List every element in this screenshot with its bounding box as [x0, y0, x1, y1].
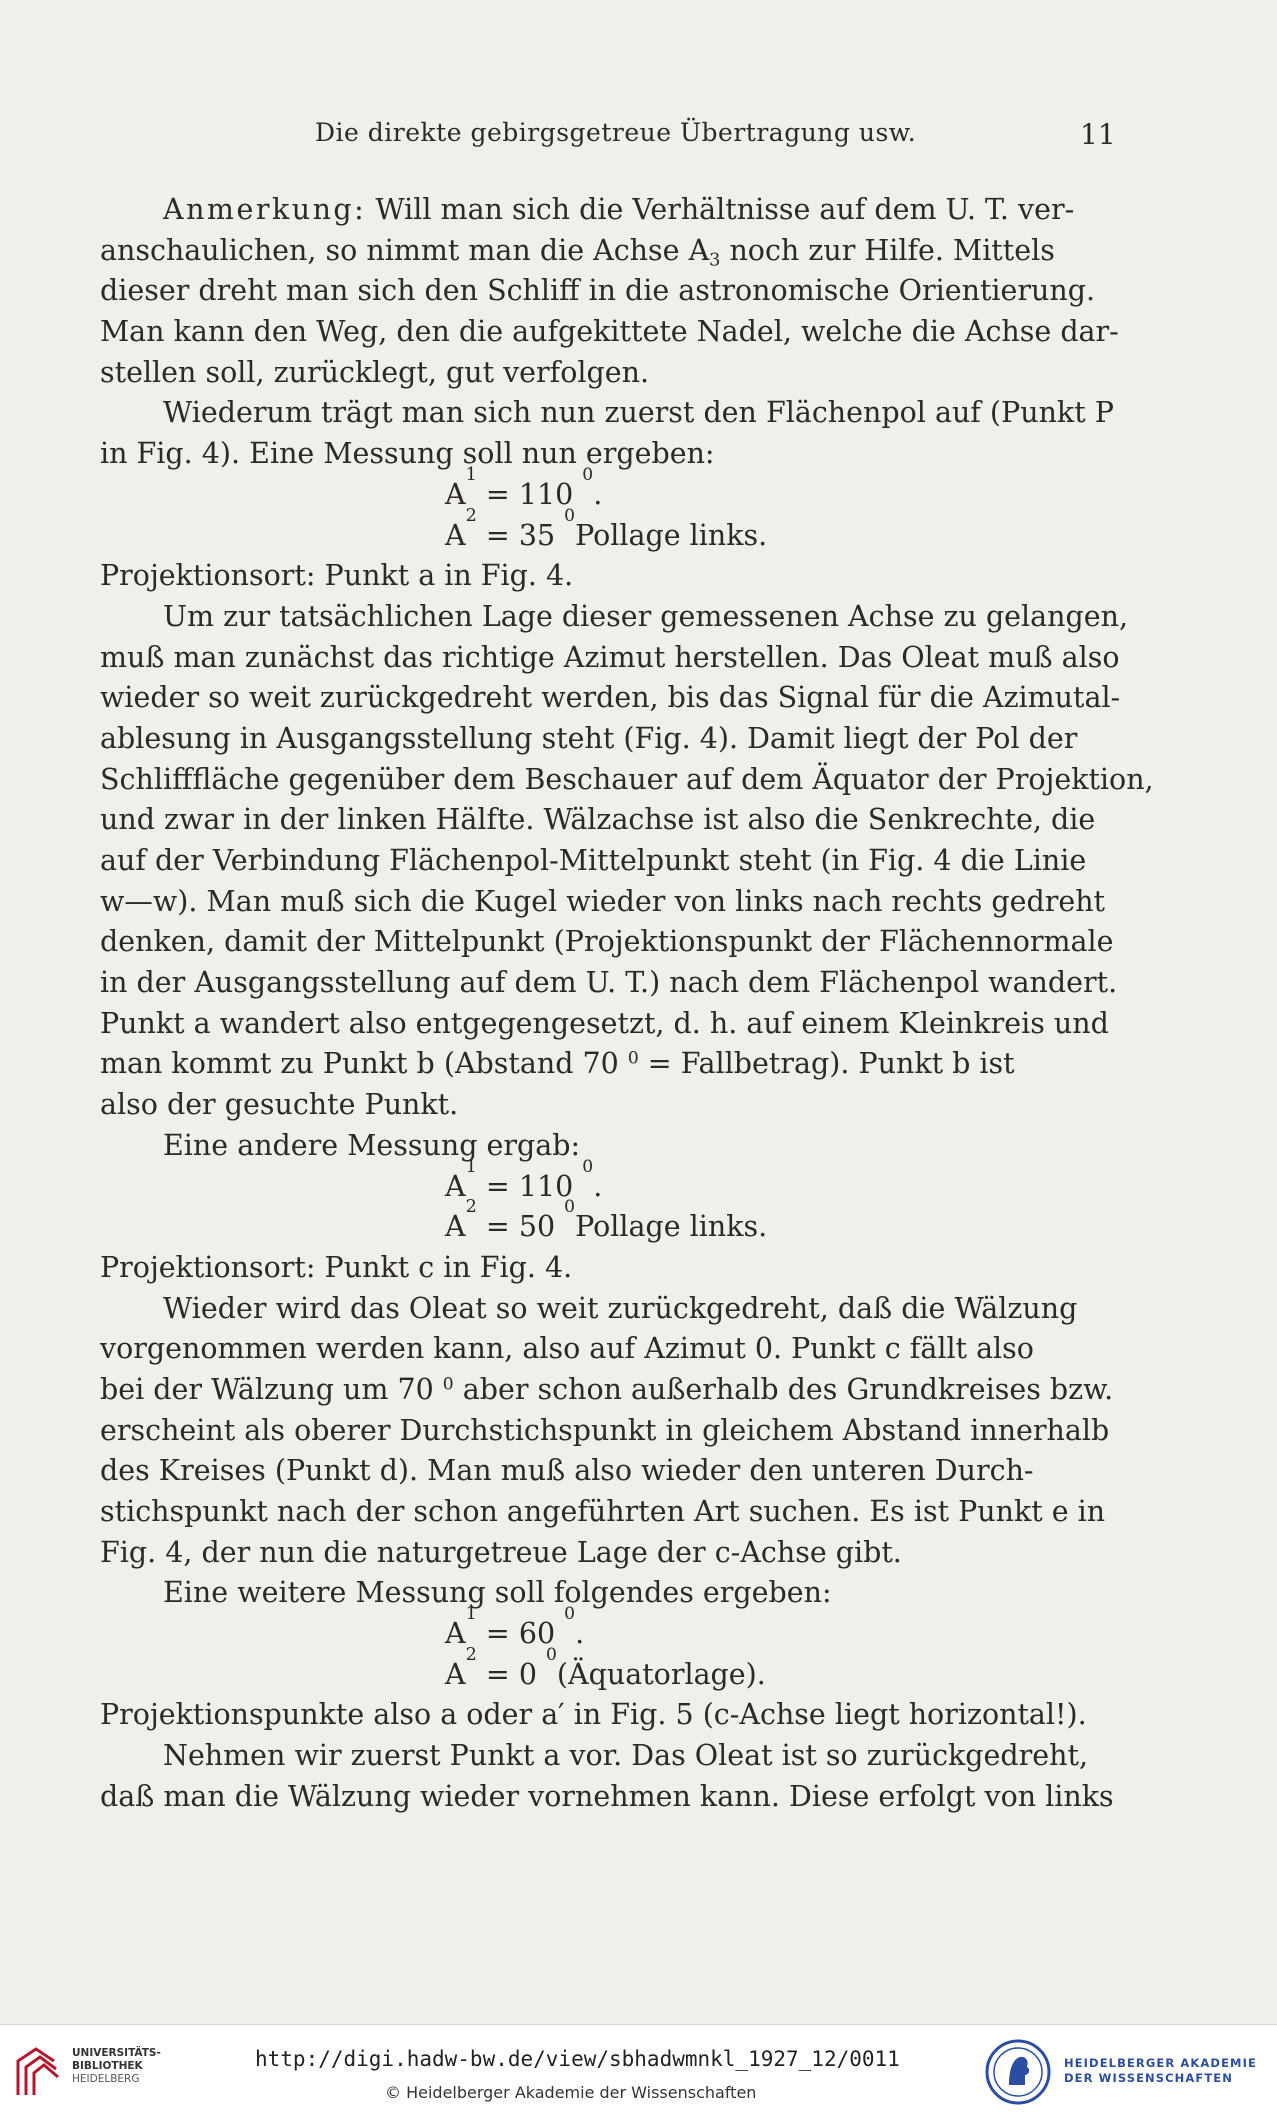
text-line: Man kann den Weg, den die aufgekittete Nadel, welche die Achse dar- [100, 315, 1119, 349]
permalink-url[interactable]: http://digi.hadw-bw.de/view/sbhadwmnkl_1927_12/0011 [255, 2047, 900, 2071]
text-line: ablesung in Ausgangsstellung steht (Fig. 4). Damit liegt der Pol der [100, 721, 1078, 755]
text-line: Eine weitere Messung soll folgendes ergeben: [163, 1576, 832, 1610]
text-line: Nehmen wir zuerst Punkt a vor. Das Oleat ist so zurückgedreht, [163, 1739, 1089, 1773]
viewer-footer [0, 2024, 1277, 2115]
text-line: erscheint als oberer Durchstichspunkt in gleichem Abstand innerhalb [100, 1413, 1110, 1447]
text-line: in der Ausgangsstellung auf dem U. T.) nach dem Flächenpol wandert. [100, 966, 1118, 1000]
formula-line: A 2 = 35 0 Pollage links. [445, 505, 768, 552]
text-line: bei der Wälzung um 70 $^0$ aber schon außerhalb des Grundkreises bzw. [100, 1372, 1114, 1406]
text-line: Projektionsort: Punkt a in Fig. 4. [100, 559, 574, 593]
text-line: Schlifffläche gegenüber dem Beschauer auf dem Äquator der Projektion, [100, 762, 1154, 796]
text-line: also der gesuchte Punkt. [100, 1088, 459, 1122]
formula-line: A 1 = 60 0 . [445, 1604, 585, 1651]
text-line: denken, damit der Mittelpunkt (Projektionspunkt der Flächennormale [100, 925, 1114, 959]
text-line: anschaulichen, so nimmt man die Achse $A_3$ noch zur Hilfe. Mittels [100, 233, 1055, 270]
page-number: 11 [1080, 118, 1116, 151]
text-line: und zwar in der linken Hälfte. Wälzachse ist also die Senkrechte, die [100, 803, 1096, 837]
text-line: wieder so weit zurückgedreht werden, bis das Signal für die Azimutal- [100, 681, 1121, 715]
text-line: auf der Verbindung Flächenpol-Mittelpunkt steht (in Fig. 4 die Linie [100, 844, 1087, 877]
copyright-notice: © Heidelberger Akademie der Wissenschaften [385, 2083, 757, 2102]
text-line: stellen soll, zurücklegt, gut verfolgen. [100, 355, 650, 389]
text-line: vorgenommen werden kann, also auf Azimut 0. Punkt c fällt also [100, 1332, 1034, 1366]
note-label-line: Anmerkung: Will man sich die Verhältnisse auf dem U. T. ver- [163, 193, 1075, 226]
formula-line: A 1 = 110 0 . [445, 1156, 603, 1203]
text-line: dieser dreht man sich den Schliff in die astronomische Orientierung. [100, 274, 1096, 308]
text-line: Fig. 4, der nun die naturgetreue Lage der c-Achse gibt. [100, 1535, 902, 1569]
text-line [100, 190, 1125, 231]
text-line: Punkt a wandert also entgegengesetzt, d. h. auf einem Kleinkreis und [100, 1006, 1109, 1040]
formula-line: A 1 = 110 0 . [445, 464, 603, 511]
running-header [0, 118, 1277, 158]
text-line: man kommt zu Punkt b (Abstand 70 $^0$ = Fallbetrag). Punkt b ist [100, 1047, 1015, 1081]
text-line: muß man zunächst das richtige Azimut herstellen. Das Oleat muß also [100, 640, 1120, 674]
text-line: Projektionsort: Punkt c in Fig. 4. [100, 1250, 573, 1284]
text-line: Projektionspunkte also a oder a′ in Fig. 5 (c-Achse liegt horizontal!). [100, 1698, 1087, 1732]
text-line: daß man die Wälzung wieder vornehmen kann. Diese erfolgt von links [100, 1779, 1114, 1813]
text-line: stichspunkt nach der schon angeführten Art suchen. Es ist Punkt e in [100, 1495, 1106, 1528]
academy-name: HEIDELBERGER AKADEMIE DER WISSENSCHAFTEN [1064, 2056, 1257, 2085]
text-line: des Kreises (Punkt d). Man muß also wieder den unteren Durch- [100, 1454, 1034, 1488]
university-library-name: UNIVERSITÄTS- BIBLIOTHEK HEIDELBERG [72, 2047, 161, 2085]
academy-seal-icon [985, 2039, 1051, 2105]
formula-line: A 2 = 50 0 Pollage links. [445, 1197, 768, 1244]
page-body [100, 190, 1154, 1818]
text-line: Wieder wird das Oleat so weit zurückgedreht, daß die Wälzung [163, 1291, 1078, 1325]
university-library-logo-icon [14, 2043, 64, 2099]
text-line: Um zur tatsächlichen Lage dieser gemessenen Achse zu gelangen, [163, 599, 1129, 633]
formula-line: A 2 = 0 0 (Äquatorlage). [445, 1644, 766, 1691]
running-title: Die direkte gebirgsgetreue Übertragung usw. [315, 118, 917, 147]
text-line: in Fig. 4). Eine Messung soll nun ergeben: [100, 437, 715, 471]
text-line: w—w). Man muß sich die Kugel wieder von links nach rechts gedreht [100, 884, 1106, 918]
text-line: Wiederum trägt man sich nun zuerst den Flächenpol auf (Punkt P [163, 396, 1114, 430]
note-label: Anmerkung: [163, 193, 367, 226]
text-line: Eine andere Messung ergab: [163, 1128, 581, 1162]
